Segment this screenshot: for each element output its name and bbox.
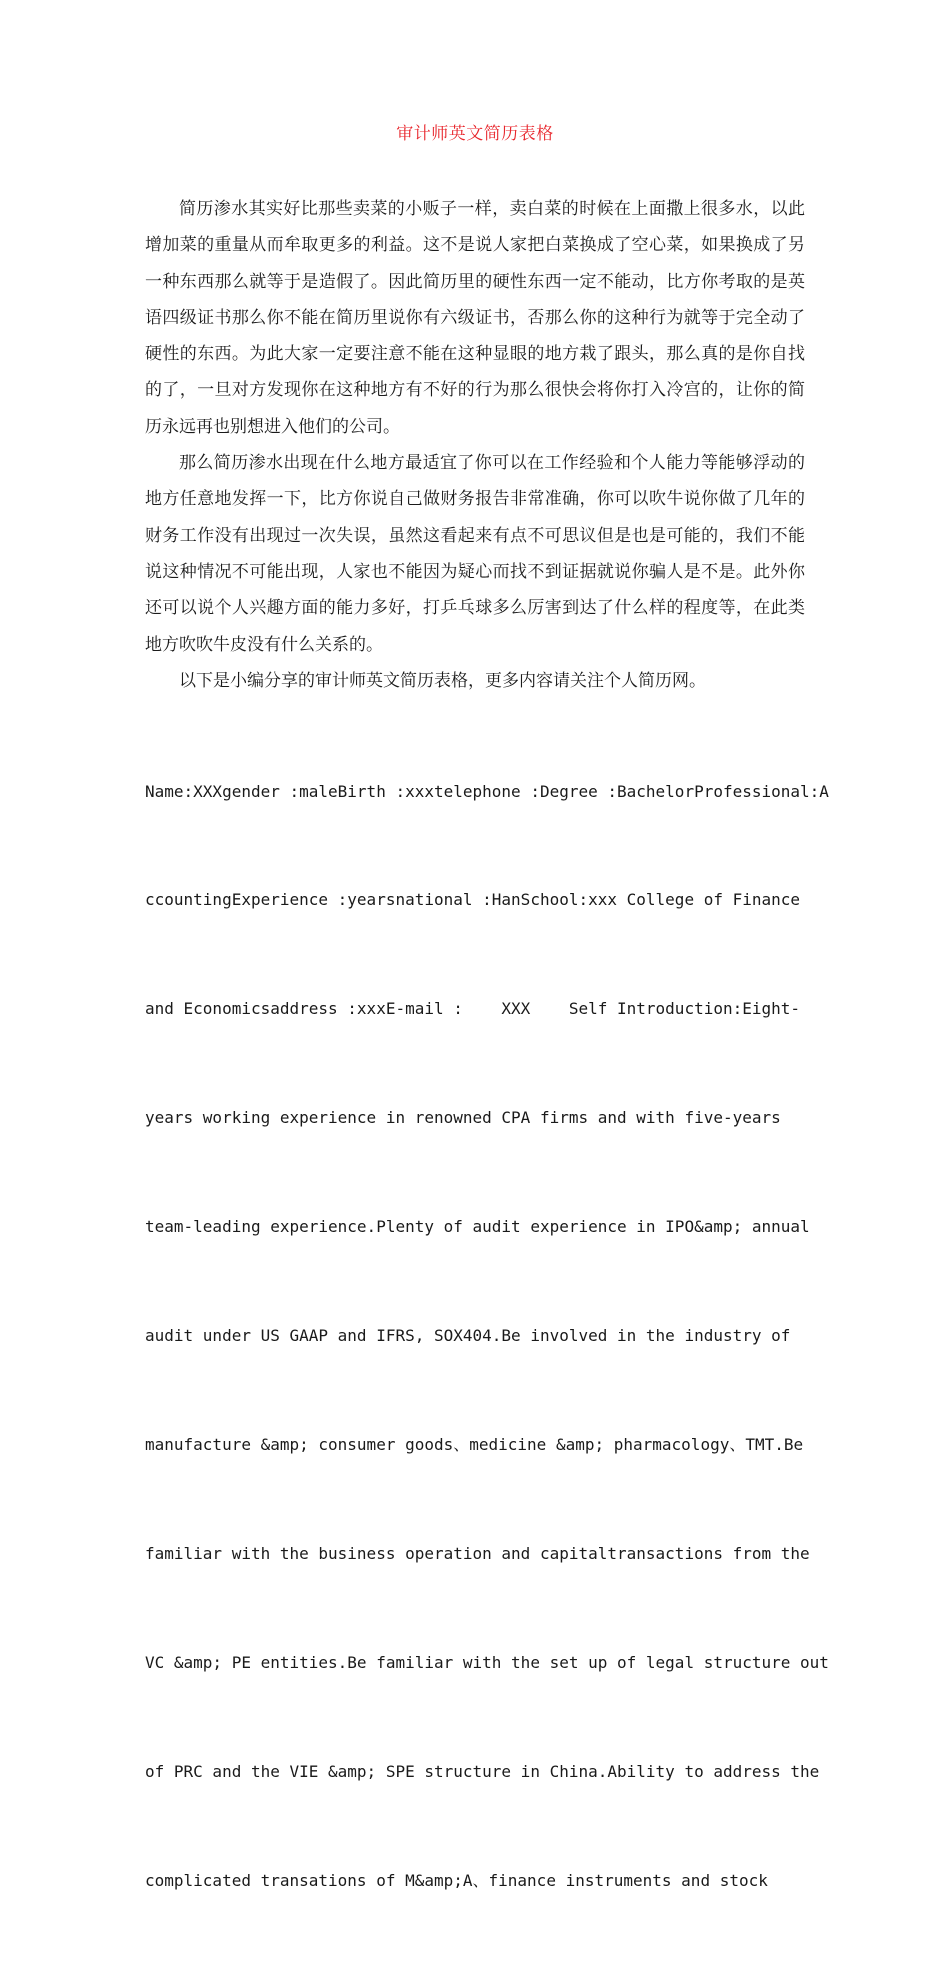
resume-line: familiar with the business operation and capitaltransactions from the <box>145 1543 810 1563</box>
resume-line: of PRC and the VIE &amp; SPE structure in China.Ability to address the <box>145 1761 820 1781</box>
resume-line: team-leading experience.Plenty of audit experience in IPO&amp; annual <box>145 1217 810 1237</box>
resume-line: ccountingExperience :yearsnational :HanSchool:xxx College of Finance <box>145 890 801 910</box>
resume-line: manufacture &amp; consumer goods、medicine &amp; pharmacology、TMT.Be <box>145 1434 804 1454</box>
document-body <box>145 191 805 699</box>
resume-line: audit under US GAAP and IFRS, SOX404.Be involved in the industry of <box>145 1326 791 1346</box>
resume-line: Name:XXXgender :maleBirth :xxxtelephone :Degree :BachelorProfessional:A <box>145 781 829 801</box>
paragraph-3: 以下是小编分享的审计师英文简历表格，更多内容请关注个人简历网。 <box>179 670 706 691</box>
paragraph-1: 简历渗水其实好比那些卖菜的小贩子一样，卖白菜的时候在上面撒上很多水，以此增加菜的重量从而牟取更多的利益。这不是说人家把白菜换成了空心菜，如果换成了另一种东西那么就等于是造假了。因此简历里的硬性东西一定不能动，比方你考取的是英语四级证书那么你不能在简历里说你有六级证书，否那么你的这种行为就等于完全动了硬性的东西。为此大家一定要注意不能在这种显眼的地方栽了跟头，那么真的是你自找的了，一旦对方发现你在这种地方有不好的行为那么很快会将你打入冷宫的，让你的简历永远再也别想进入他们的公司。 <box>145 199 805 437</box>
resume-line: VC &amp; PE entities.Be familiar with the set up of legal structure out <box>145 1652 829 1672</box>
paragraph-2: 那么简历渗水出现在什么地方最适宜了你可以在工作经验和个人能力等能够浮动的地方任意地发挥一下，比方你说自己做财务报告非常准确，你可以吹牛说你做了几年的财务工作没有出现过一次失误，虽然这看起来有点不可思议但是也是可能的，我们不能说这种情况不可能出现，人家也不能因为疑心而找不到证据就说你骗人是不是。此外你还可以说个人兴趣方面的能力多好，打乒乓球多么厉害到达了什么样的程度等，在此类地方吹吹牛皮没有什么关系的。 <box>145 453 805 655</box>
resume-text-block <box>145 701 829 1971</box>
resume-line: years working experience in renowned CPA firms and with five-years <box>145 1108 781 1128</box>
resume-line: and Economicsaddress :xxxE-mail : XXX Self Introduction:Eight- <box>145 999 801 1019</box>
document-title: 审计师英文简历表格 <box>396 124 554 144</box>
resume-line: complicated transations of M&amp;A、finance instruments and stock <box>145 1870 768 1890</box>
